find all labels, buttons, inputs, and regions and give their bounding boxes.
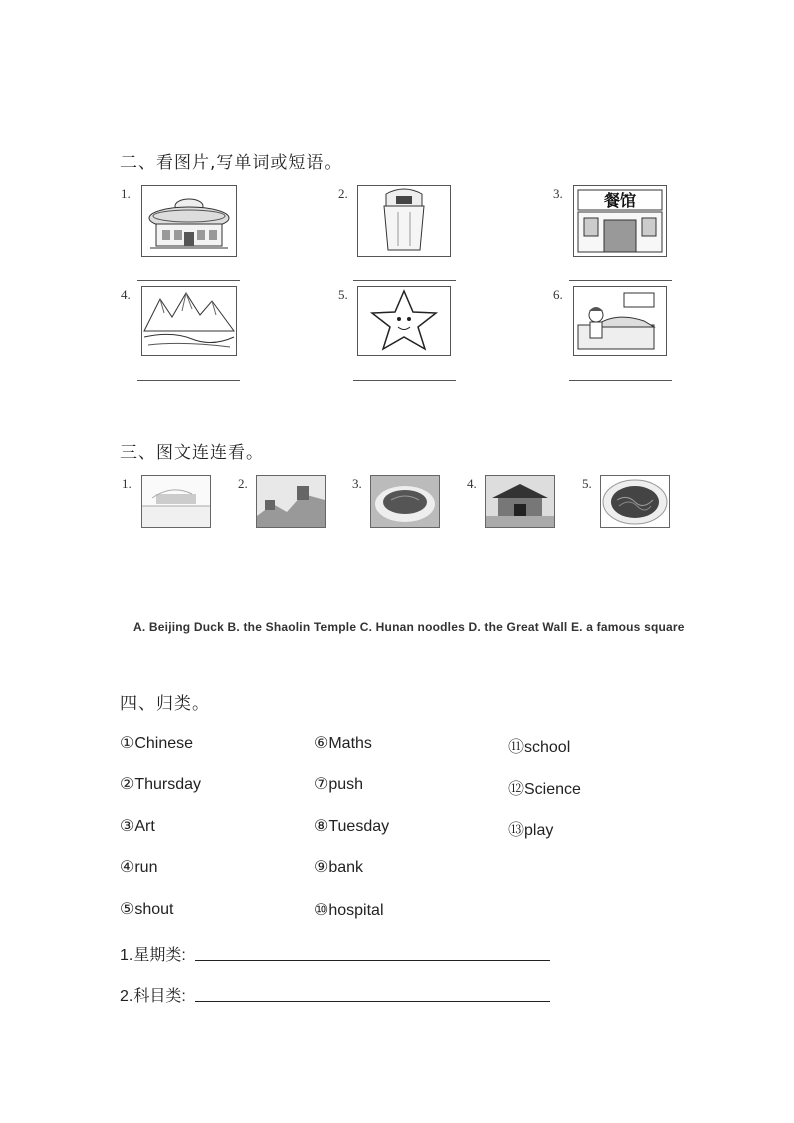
word-item: ⑦push [314, 776, 364, 793]
item-number: 2. [338, 186, 348, 201]
answer-line[interactable] [569, 380, 672, 381]
beijing-duck-picture[interactable] [370, 475, 440, 528]
ufo-building-picture [141, 185, 237, 257]
word-item: ③Art [120, 818, 155, 835]
boy-in-bed-picture [573, 286, 667, 356]
mountains-picture [141, 286, 237, 356]
weekday-category-answer-line[interactable] [195, 942, 550, 961]
temple-picture[interactable] [485, 475, 555, 528]
section-2-title: 二、看图片,写单词或短语。 [120, 153, 343, 173]
word-item: ⑩hospital [314, 902, 384, 919]
word-item: ⑫Science [508, 781, 581, 798]
item-number: 3. [352, 476, 362, 491]
item-number: 3. [553, 186, 563, 201]
trash-bin-icon [358, 186, 450, 256]
word-item: ④run [120, 859, 158, 876]
word-item: ①Chinese [120, 735, 194, 752]
weekday-category-label: 1.星期类: [120, 947, 186, 964]
answer-line[interactable] [137, 280, 240, 281]
item-number: 5. [338, 287, 348, 302]
temple-photo-icon [486, 476, 554, 527]
item-number: 4. [121, 287, 131, 302]
star-icon [358, 287, 450, 355]
word-item: ②Thursday [120, 776, 202, 793]
word-item: ⑧Tuesday [314, 818, 390, 835]
noodles-picture[interactable] [600, 475, 670, 528]
item-number: 4. [467, 476, 477, 491]
subject-category-label: 2.科目类: [120, 988, 186, 1005]
item-number: 5. [582, 476, 592, 491]
section-4-title: 四、归类。 [120, 694, 210, 714]
answer-line[interactable] [353, 380, 456, 381]
restaurant-picture [573, 185, 667, 257]
matching-options: A. Beijing Duck B. the Shaolin Temple C. Hunan noodles D. the Great Wall E. a famous square [133, 620, 685, 634]
mountains-icon [142, 287, 236, 355]
answer-line[interactable] [353, 280, 456, 281]
word-item: ⑬play [508, 822, 554, 839]
square-photo-icon [142, 476, 210, 527]
item-number: 1. [121, 186, 131, 201]
subject-category-answer-line[interactable] [195, 983, 550, 1002]
trash-bin-picture [357, 185, 451, 257]
ufo-building-icon [142, 186, 236, 256]
boy-in-bed-icon [574, 287, 666, 355]
beijing-duck-photo-icon [371, 476, 439, 527]
item-number: 1. [122, 476, 132, 491]
answer-line[interactable] [569, 280, 672, 281]
item-number: 2. [238, 476, 248, 491]
great-wall-photo-icon [257, 476, 325, 527]
square-picture[interactable] [141, 475, 211, 528]
word-item: ⑥Maths [314, 735, 372, 752]
word-item: ⑤shout [120, 901, 174, 918]
section-3-title: 三、图文连连看。 [120, 443, 264, 463]
answer-line[interactable] [137, 380, 240, 381]
star-picture [357, 286, 451, 356]
word-item: ⑪school [508, 739, 571, 756]
item-number: 6. [553, 287, 563, 302]
word-item: ⑨bank [314, 859, 364, 876]
great-wall-picture[interactable] [256, 475, 326, 528]
restaurant-icon [574, 186, 666, 256]
restaurant-sign-text: 餐馆 [603, 191, 637, 210]
noodles-photo-icon [601, 476, 669, 527]
